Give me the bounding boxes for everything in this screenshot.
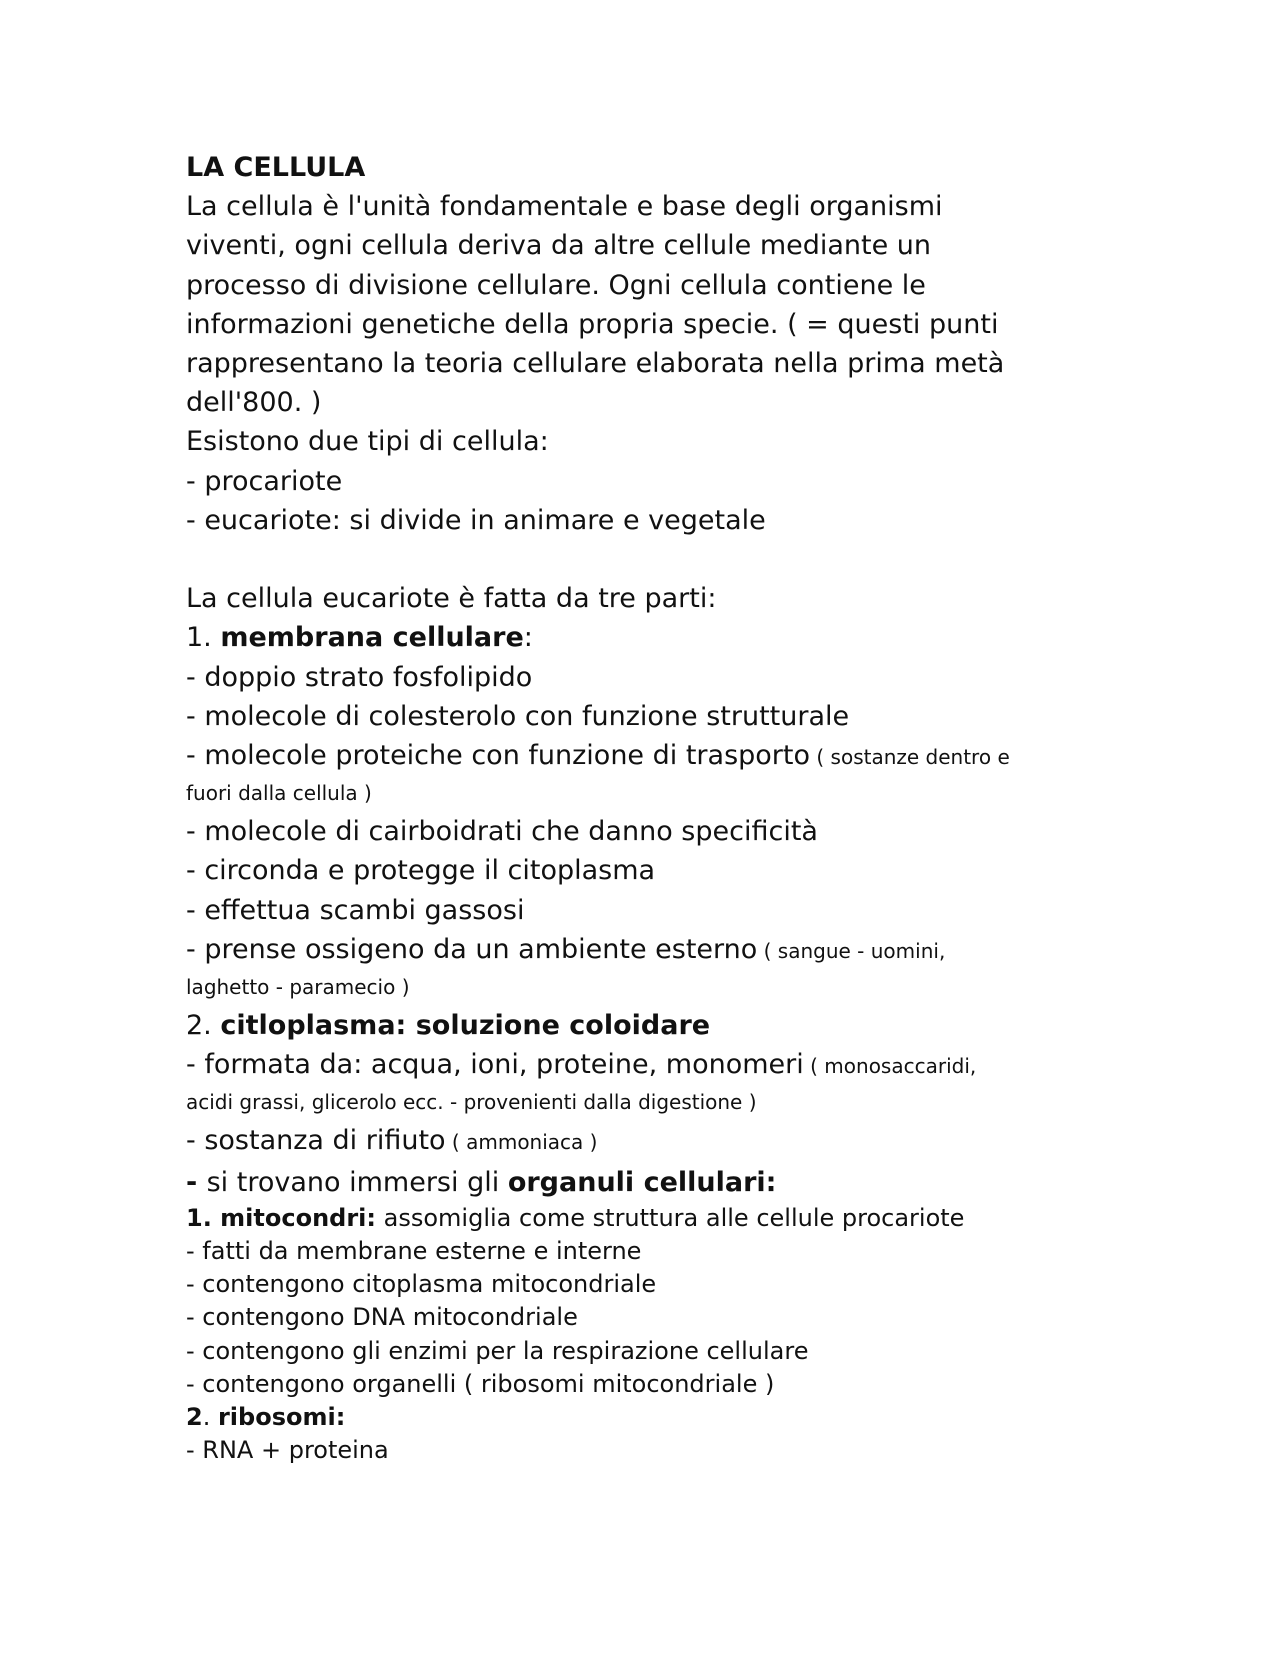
membrane-oxygen: - prense ossigeno da un ambiente esterno — [186, 933, 758, 965]
membrane-title: membrana cellulare — [220, 622, 524, 654]
cytoplasm-waste: - sostanza di rifiuto — [186, 1125, 446, 1157]
cell-type-item: - procariote — [186, 465, 343, 497]
mitochondria-item: - contengono gli enzimi per la respirazione cellulare — [186, 1336, 809, 1365]
cell-types-heading: Esistono due tipi di cellula: — [186, 426, 549, 458]
organelles-bold: organuli cellulari: — [507, 1166, 777, 1198]
mitochondria-item: - contengono citoplasma mitocondriale — [186, 1270, 657, 1299]
page-title: LA CELLULA — [186, 152, 366, 183]
intro-line: informazioni genetiche della propria specie. ( = questi punti — [186, 308, 999, 340]
membrane-item — [186, 736, 1086, 777]
intro-line: viventi, ogni cellula deriva da altre cellule mediante un — [186, 230, 932, 262]
intro-line: dell'800. ) — [186, 387, 322, 419]
cytoplasm-item — [186, 1163, 1086, 1202]
ribosomes-title: ribosomi: — [217, 1403, 346, 1432]
membrane-item: - circonda e protegge il citoplasma — [186, 855, 656, 887]
organelles-text: si trovano immersi gli — [206, 1166, 508, 1198]
membrane-item: - molecole di colesterolo con funzione strutturale — [186, 700, 850, 732]
membrane-transport: - molecole proteiche con funzione di trasporto — [186, 740, 811, 772]
cytoplasm-formed-note: ( monosaccaridi, — [803, 1054, 977, 1079]
membrane-item — [186, 930, 1086, 971]
ribosomes-item: - RNA + proteina — [186, 1436, 389, 1465]
membrane-oxygen-note-cont: laghetto - paramecio ) — [186, 975, 410, 1000]
intro-line: La cellula è l'unità fondamentale e base degli organismi — [186, 191, 943, 223]
cytoplasm-number: 2. — [186, 1010, 221, 1042]
ribosomes-number: 2 — [186, 1403, 203, 1432]
membrane-transport-note-cont: fuori dalla cellula ) — [186, 781, 372, 806]
cytoplasm-formed-note-cont: acidi grassi, glicerolo ecc. - provenienti dalla digestione ) — [186, 1090, 757, 1115]
organelles-dash: - — [186, 1166, 207, 1198]
cytoplasm-heading — [186, 1006, 1086, 1045]
cytoplasm-item — [186, 1121, 1086, 1162]
mitochondria-item: - contengono DNA mitocondriale — [186, 1303, 578, 1332]
intro-line: rappresentano la teoria cellulare elaborata nella prima metà — [186, 348, 1005, 380]
mitochondria-item: - fatti da membrane esterne e interne — [186, 1237, 642, 1266]
membrane-heading — [186, 618, 1086, 657]
membrane-item: - doppio strato fosfolipido — [186, 661, 533, 693]
membrane-colon: : — [523, 622, 533, 654]
cytoplasm-title: citloplasma: soluzione coloidare — [220, 1010, 711, 1042]
blank-line — [186, 540, 1086, 579]
ribosomes-heading — [186, 1401, 1086, 1434]
mitochondria-heading — [186, 1202, 1086, 1235]
ribosomes-dot: . — [202, 1403, 218, 1432]
mitochondria-desc: assomiglia come struttura alle cellule procariote — [376, 1203, 965, 1232]
cell-type-item: - eucariote: si divide in animare e vegetale — [186, 504, 766, 536]
eukaryote-heading: La cellula eucariote è fatta da tre parti: — [186, 583, 717, 615]
membrane-number: 1. — [186, 622, 221, 654]
membrane-transport-note: ( sostanze dentro e — [810, 745, 1010, 770]
cytoplasm-item — [186, 1045, 1086, 1086]
cytoplasm-formed: - formata da: acqua, ioni, proteine, monomeri — [186, 1049, 804, 1081]
mitochondria-title: 1. mitocondri: — [186, 1203, 377, 1232]
membrane-oxygen-note: ( sangue - uomini, — [757, 938, 946, 963]
intro-paragraph — [186, 187, 1086, 422]
intro-line: processo di divisione cellulare. Ogni cellula contiene le — [186, 269, 926, 301]
document-page — [186, 148, 1086, 1467]
mitochondria-item: - contengono organelli ( ribosomi mitocondriale ) — [186, 1369, 775, 1398]
membrane-item: - molecole di cairboidrati che danno specificità — [186, 816, 818, 848]
cytoplasm-waste-note: ( ammoniaca ) — [445, 1130, 598, 1155]
membrane-item: - effettua scambi gassosi — [186, 894, 525, 926]
